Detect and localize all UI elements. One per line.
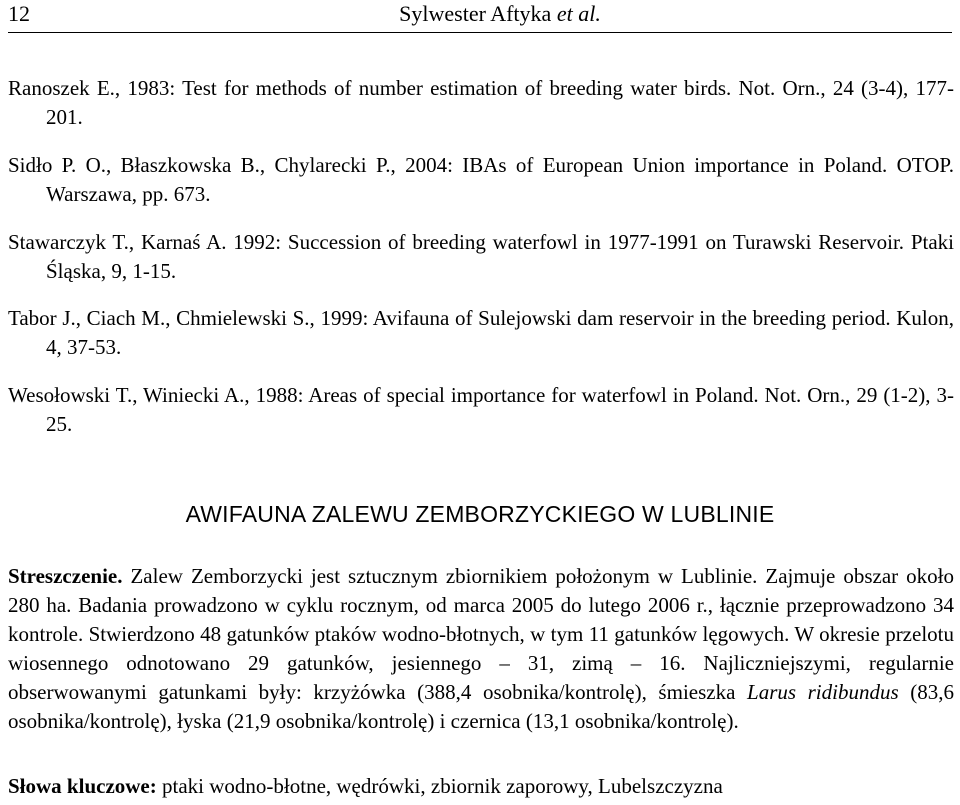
reference-tabor: Tabor J., Ciach M., Chmielewski S., 1999: Avifauna of Sulejowski dam reservoir in the breeding period. Kulon, 4, 37-53. (8, 306, 954, 359)
keywords-text: ptaki wodno-błotne, wędrówki, zbiornik zaporowy, Lubelszczyzna (156, 774, 723, 798)
reference-sidlo: Sidło P. O., Błaszkowska B., Chylarecki P., 2004: IBAs of European Union importance in Poland. OTOP. Warszawa, pp. 673. (8, 153, 954, 206)
abstract-label: Streszczenie. (8, 564, 123, 588)
reference-ranoszek: Ranoszek E., 1983: Test for methods of number estimation of breeding water birds. Not. Orn., 24 (3-4), 177-201. (8, 76, 954, 129)
abstract-text-1: Zalew Zemborzycki jest sztucznym zbiornikiem położonym w Lublinie. Zajmuje obszar około 280 ha. Badania prowadzono w cyklu rocznym, od marca 2005 do lutego 2006 r., łącznie przeprowadzono 34 kontrole. Stwierdzono 48 gatunków ptaków wodno-błotnych, w tym 11 gatunków lęgowych. W okresie przelotu wiosennego odnotowano 29 gatunków, jesiennego – 31, zimą – 16. Najliczniejszymi, regularnie obserwowanymi gatunkami były: krzyżówka (388,4 osobnika/kontrolę), śmieszka (8, 564, 954, 704)
article-title: AWIFAUNA ZALEWU ZEMBORZYCKIEGO W LUBLINIE (185, 501, 775, 527)
abstract-species-name: Larus ridibundus (747, 680, 899, 704)
keywords-label: Słowa kluczowe: (8, 774, 157, 798)
reference-stawarczyk: Stawarczyk T., Karnaś A. 1992: Succession of breeding waterfowl in 1977-1991 on Turawski Reservoir. Ptaki Śląska, 9, 1-15. (8, 230, 954, 283)
reference-wesolowski: Wesołowski T., Winiecki A., 1988: Areas of special importance for waterfowl in Poland. Not. Orn., 29 (1-2), 3-25. (8, 383, 954, 436)
keywords (8, 772, 954, 801)
running-header (8, 0, 952, 33)
header-etal: et al. (556, 1, 601, 26)
page-number: 12 (8, 1, 30, 26)
abstract (8, 562, 954, 736)
header-authors: Sylwester Aftyka (399, 1, 552, 26)
abstract-text-2: (83,6 osobnika/kontrolę), łyska (21,9 osobnika/kontrolę) i czernica (13,1 osobnika/kontrolę). (8, 680, 954, 733)
running-title (8, 1, 952, 27)
